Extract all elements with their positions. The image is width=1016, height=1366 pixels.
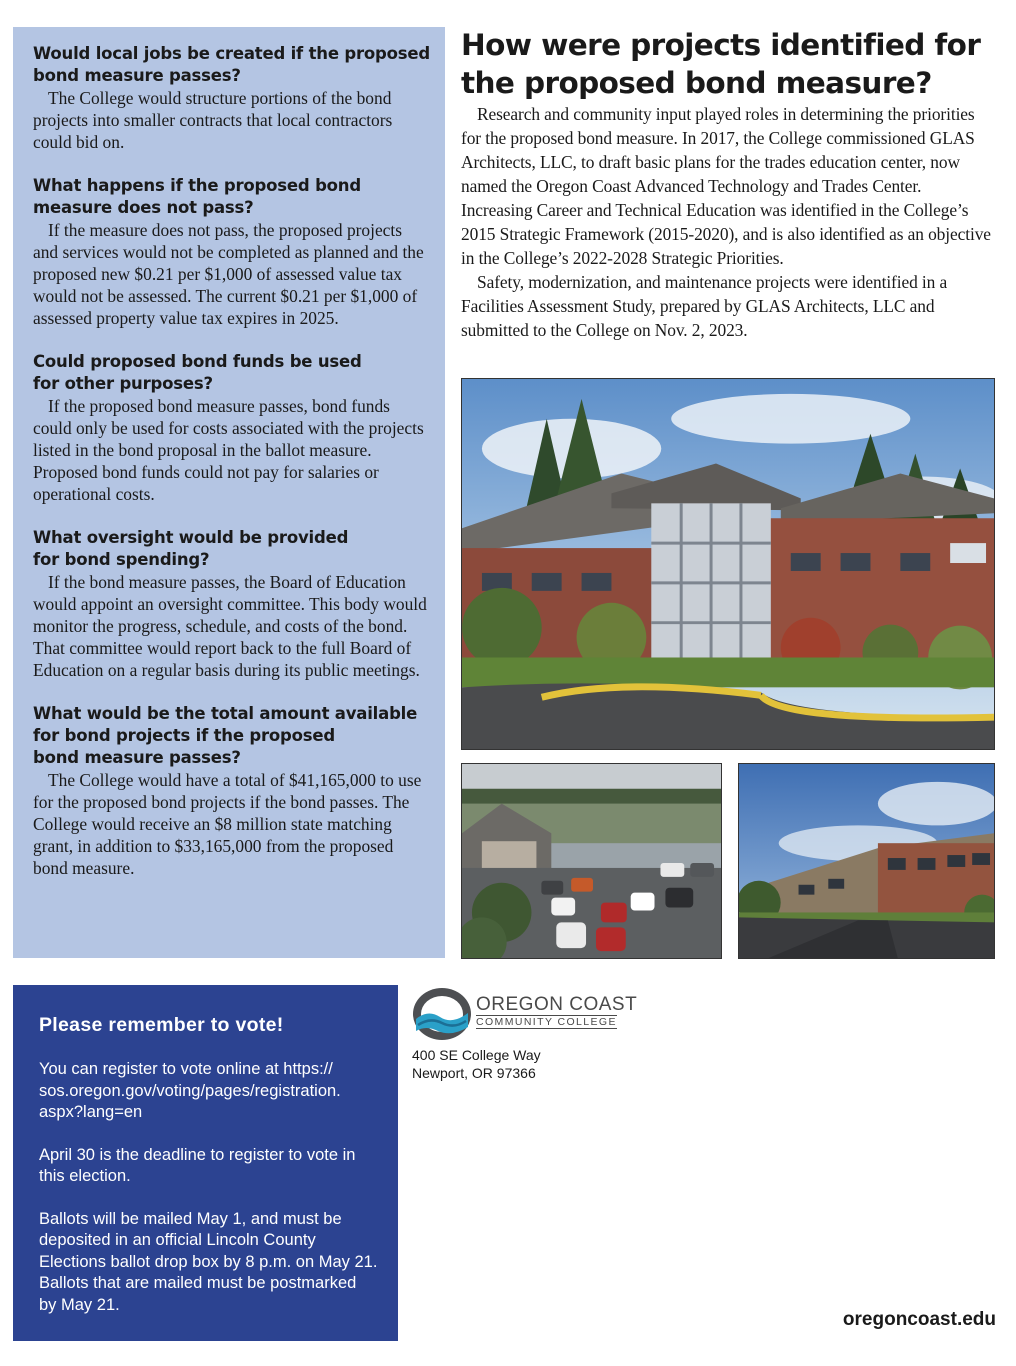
campus-exterior-photo — [738, 763, 995, 959]
faq-answer: If the proposed bond measure passes, bond funds could only be used for costs associated with the projects listed in the bond proposal in the ballot measure. Proposed bond funds could not pay for salaries or operational costs. — [33, 396, 424, 504]
faq-item — [33, 351, 431, 505]
vote-paragraph: Ballots will be mailed May 1, and must be deposited in an official Lincoln County Elections ballot drop box by 8 p.m. on May 21. Ballots that are mailed must be postmarked by May 21. — [39, 1209, 378, 1314]
campus-building-photo — [461, 378, 995, 750]
wave-logo-icon — [412, 987, 472, 1041]
faq-question: Could proposed bond funds be used for other purposes? — [33, 352, 362, 393]
vote-paragraph: You can register to vote online at https:// sos.oregon.gov/voting/pages/registration. aspx?lang=en — [39, 1060, 341, 1121]
faq-item — [33, 703, 431, 879]
faq-answer: If the measure does not pass, the proposed projects and services would not be completed as planned and the proposed new $0.21 per $1,000 of assessed value tax would not be assessed. The current $0.21 per $1,000 of assessed property value tax expires in 2025. — [33, 220, 424, 328]
address-line: 400 SE College Way — [412, 1047, 541, 1063]
faq-question: What oversight would be provided for bond spending? — [33, 528, 349, 569]
faq-answer: If the bond measure passes, the Board of Education would appoint an oversight committee. This body would monitor the progress, schedule, and costs of the bond. That committee would report back to the full Board of Education on a regular basis during its public meetings. — [33, 572, 427, 680]
faq-item — [33, 43, 431, 153]
college-logo — [412, 987, 638, 1041]
faq-answer: The College would structure portions of the bond projects into smaller contracts that local contractors could bid on. — [33, 88, 393, 152]
faq-item — [33, 527, 431, 681]
article-paragraph: Safety, modernization, and maintenance projects were identified in a Facilities Assessment Study, prepared by GLAS Architects, LLC and submitted to the College on Nov. 2, 2023. — [461, 272, 948, 340]
article-headline: How were projects identified for the proposed bond measure? — [461, 28, 981, 100]
logo-name: OREGON COAST — [476, 994, 638, 1015]
faq-panel — [13, 27, 445, 958]
vote-title: Please remember to vote! — [39, 1014, 284, 1036]
faq-question: Would local jobs be created if the proposed bond measure passes? — [33, 44, 431, 85]
faq-item — [33, 175, 431, 329]
article — [461, 26, 996, 342]
faq-question: What happens if the proposed bond measure does not pass? — [33, 176, 361, 217]
article-paragraph: Research and community input played roles in determining the priorities for the proposed bond measure. In 2017, the College commissioned GLAS Architects, LLC, to draft basic plans for the trades education center, now named the Oregon Coast Advanced Technology and Trades Center. Increasing Career and Technical Education was identified in the College’s 2015 Strategic Framework (2015-2020), and is also identified as an objective in the College’s 2022-2028 Strategic Priorities. — [461, 104, 991, 268]
faq-question: What would be the total amount available for bond projects if the proposed bond measure passes? — [33, 704, 418, 767]
faq-answer: The College would have a total of $41,165,000 to use for the proposed bond projects if the bond passes. The College would receive an $8 million state matching grant, in addition to $33,165,000 from the proposed bond measure. — [33, 770, 422, 878]
logo-subtitle: COMMUNITY COLLEGE — [476, 1016, 617, 1028]
parking-lot-photo — [461, 763, 722, 959]
website-link[interactable]: oregoncoast.edu — [842, 1309, 996, 1330]
college-address — [412, 1046, 541, 1082]
vote-paragraph: April 30 is the deadline to register to vote in this election. — [39, 1145, 356, 1185]
vote-reminder-box — [13, 985, 398, 1341]
address-line: Newport, OR 97366 — [412, 1065, 536, 1081]
